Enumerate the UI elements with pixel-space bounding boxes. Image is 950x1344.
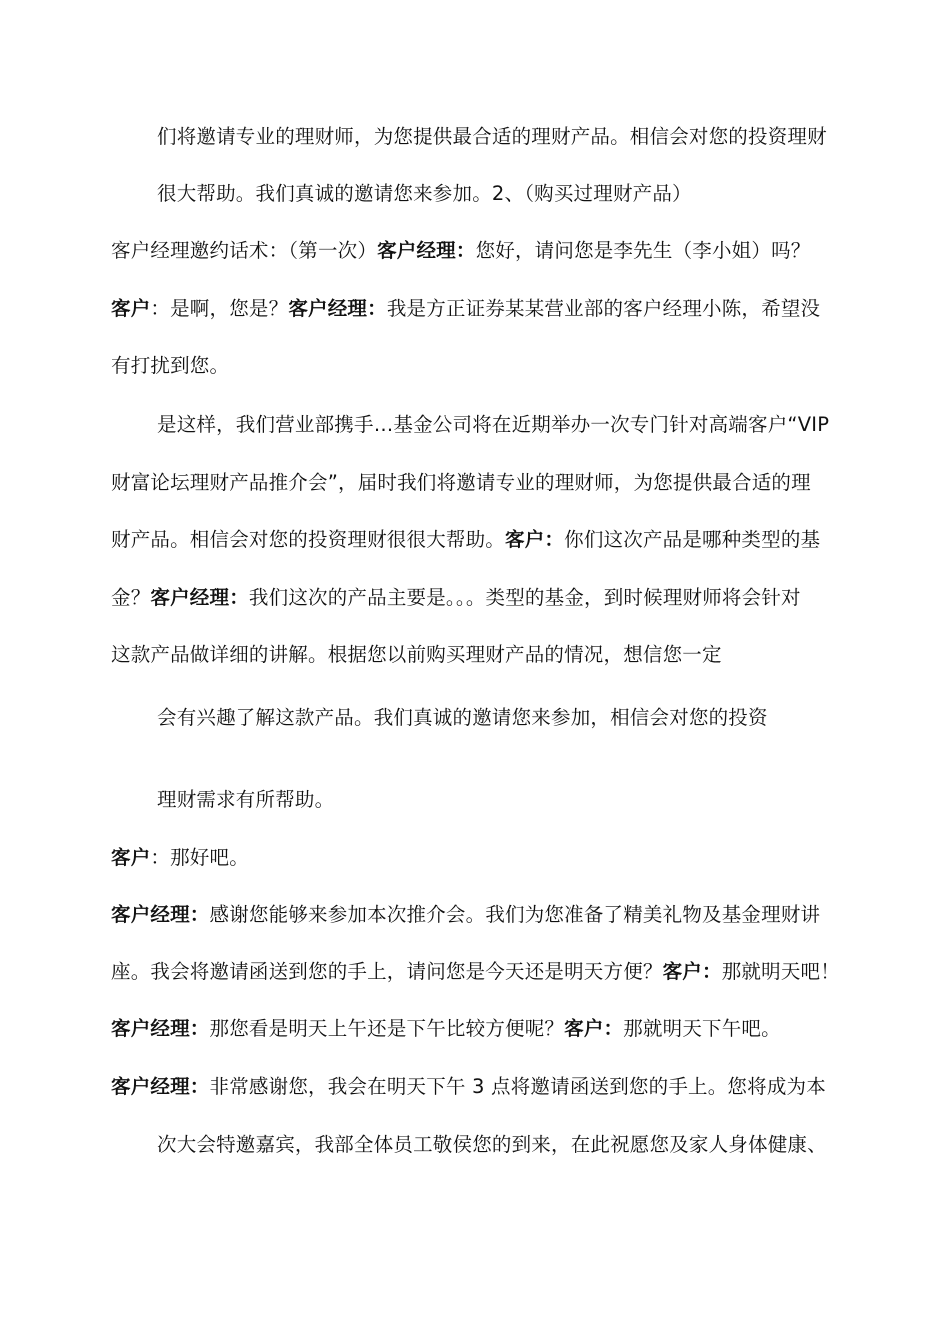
speaker-label-manager: 客户经理： [377, 239, 476, 262]
text-segment: 这款产品做详细的讲解。根据您以前购买理财产品的情况，想信您一定 [111, 643, 722, 666]
speaker-label-customer: 客户： [662, 960, 722, 983]
text-segment: 客户经理邀约话术：（第一次） [111, 239, 378, 262]
text-segment: 会有兴趣了解这款产品。我们真诚的邀请您来参加，相信会对您的投资 [157, 706, 768, 729]
speaker-label-manager: 客户经理： [111, 903, 210, 926]
text-line-3 [111, 238, 810, 264]
text-line-1 [157, 124, 827, 150]
text-line-4 [111, 296, 820, 322]
text-line-17 [111, 1074, 826, 1100]
text-segment: ：那好吧。 [150, 846, 249, 869]
text-line-9 [111, 585, 801, 611]
text-segment: 我是方正证券某某营业部的客户经理小陈，希望没 [386, 297, 821, 320]
text-segment: ：是啊，您是？ [150, 297, 289, 320]
text-segment: 有打扰到您。 [111, 354, 230, 377]
text-segment: 你们这次产品是哪种类型的基 [564, 528, 821, 551]
text-line-10 [111, 642, 722, 668]
text-line-2 [157, 181, 692, 207]
text-line-12 [157, 787, 334, 813]
text-line-13 [111, 845, 249, 871]
text-line-18 [157, 1132, 827, 1158]
speaker-label-manager: 客户经理： [111, 1075, 210, 1098]
speaker-label-customer: 客户： [505, 528, 565, 551]
text-segment: 非常感谢您，我会在明天下午 3 点将邀请函送到您的手上。您将成为本 [209, 1075, 826, 1098]
text-segment: 那您看是明天上午还是下午比较方便呢？ [209, 1017, 565, 1040]
text-segment: 那就明天下午吧。 [623, 1017, 781, 1040]
text-line-11 [157, 705, 768, 731]
text-segment: 是这样，我们营业部携手…基金公司将在近期举办一次专门针对高端客户“VIP [157, 413, 830, 436]
text-line-5 [111, 353, 229, 379]
text-segment: 财富论坛理财产品推介会”，届时我们将邀请专业的理财师，为您提供最合适的理 [111, 471, 811, 494]
speaker-label-manager: 客户经理： [111, 1017, 210, 1040]
speaker-label-customer: 客户 [111, 297, 151, 320]
text-line-8 [111, 527, 820, 553]
text-segment: 财产品。相信会对您的投资理财很很大帮助。 [111, 528, 506, 551]
text-line-16 [111, 1016, 781, 1042]
text-segment: 座。我会将邀请函送到您的手上，请问您是今天还是明天方便？ [111, 960, 663, 983]
speaker-label-customer: 客户 [111, 846, 151, 869]
text-segment: 金？ [111, 586, 151, 609]
text-segment: 您好，请问您是李先生（李小姐）吗？ [475, 239, 811, 262]
text-segment: 感谢您能够来参加本次推介会。我们为您准备了精美礼物及基金理财讲 [209, 903, 821, 926]
text-line-15 [111, 959, 840, 985]
text-line-7 [111, 470, 811, 496]
text-segment: 理财需求有所帮助。 [157, 788, 335, 811]
text-line-6 [157, 412, 829, 438]
text-segment: 我们这次的产品主要是。。。类型的基金，到时候理财师将会针对 [248, 586, 801, 609]
text-segment: 那就明天吧！ [721, 960, 840, 983]
speaker-label-manager: 客户经理： [150, 586, 249, 609]
text-segment: 们将邀请专业的理财师，为您提供最合适的理财产品。相信会对您的投资理财 [157, 125, 827, 148]
text-line-14 [111, 902, 820, 928]
text-segment: 很大帮助。我们真诚的邀请您来参加。2、（购买过理财产品） [157, 182, 692, 205]
speaker-label-customer: 客户： [564, 1017, 624, 1040]
text-segment: 次大会特邀嘉宾，我部全体员工敬侯您的到来，在此祝愿您及家人身体健康、 [157, 1133, 827, 1156]
speaker-label-manager: 客户经理： [288, 297, 387, 320]
